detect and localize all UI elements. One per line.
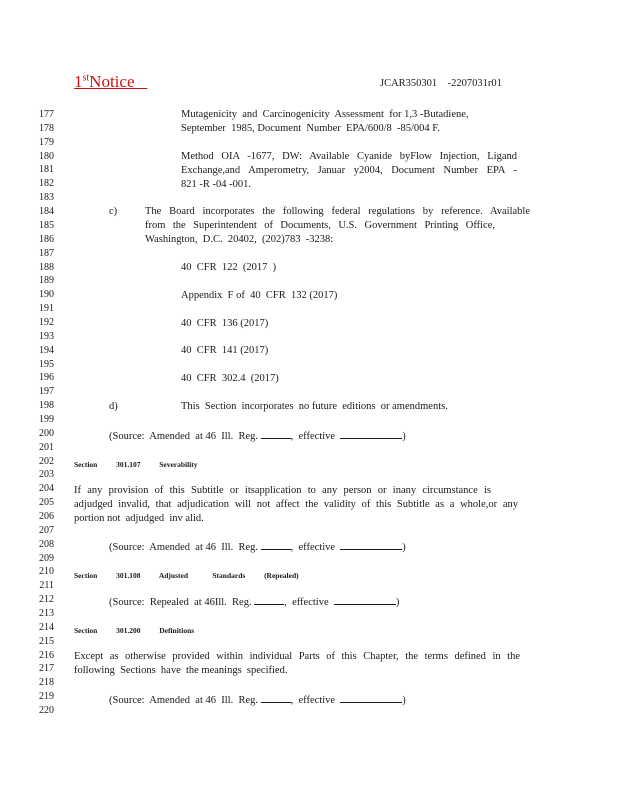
- text-line-186: Washington, D.C. 20402, (202)783 -3238:: [145, 234, 334, 245]
- line-number: 207: [39, 524, 54, 536]
- cfr-item-136: 40 CFR 136 (2017): [181, 318, 269, 329]
- line-number: 191: [39, 303, 54, 314]
- line-number: 208: [39, 538, 54, 550]
- line-number: 219: [39, 691, 54, 703]
- section-heading-301-107: Section 301.107 Severability: [74, 460, 198, 469]
- line-number: 185: [39, 219, 54, 231]
- line-number: 192: [39, 316, 54, 328]
- line-number: 216: [39, 649, 54, 661]
- cfr-item-302: 40 CFR 302.4 (2017): [181, 373, 279, 384]
- cfr-item-132: Appendix F of 40 CFR 132 (2017): [181, 290, 338, 301]
- line-number: 186: [39, 233, 54, 245]
- text-line-204: If any provision of this Subtitle or itsapplication to any person or inany circumstance is: [74, 485, 491, 496]
- line-number: 180: [39, 150, 54, 162]
- line-number: 214: [39, 621, 54, 633]
- line-number: 218: [39, 677, 54, 689]
- line-number: 194: [39, 344, 54, 356]
- line-number: 195: [39, 358, 54, 370]
- text-line-217: following Sections have the meanings specified.: [74, 665, 288, 676]
- line-number: 205: [39, 497, 54, 509]
- section-heading-301-200: Section 301.200 Definitions: [74, 626, 195, 635]
- line-number: 198: [39, 400, 54, 412]
- line-number: 212: [39, 594, 54, 606]
- line-number: 220: [39, 705, 54, 716]
- source-note-219: (Source: Amended at 46 Ill. Reg. , effective ): [109, 695, 406, 706]
- notice-heading: 1stNotice: [74, 72, 135, 91]
- text-line-198: This Section incorporates no future editions or amendments.: [181, 401, 448, 412]
- line-number: 193: [39, 330, 54, 342]
- line-number: 200: [39, 427, 54, 439]
- text-line-181: Exchange,and Amperometry, Januar y2004, Document Number EPA -: [181, 165, 517, 176]
- line-number: 210: [39, 566, 54, 578]
- line-number: 206: [39, 510, 54, 522]
- source-note-212: (Source: Repealed at 46Ill. Reg. , effective ): [109, 597, 400, 608]
- text-line-184: The Board incorporates the following federal regulations by reference. Available: [145, 206, 530, 217]
- line-number: 199: [39, 413, 54, 425]
- text-line-206: portion not adjudged inv alid.: [74, 513, 204, 524]
- text-line-180: Method OIA -1677, DW: Available Cyanide byFlow Injection, Ligand: [181, 151, 517, 162]
- line-number: 197: [39, 386, 54, 398]
- line-number: 184: [39, 206, 54, 217]
- source-note-208: (Source: Amended at 46 Ill. Reg. , effective ): [109, 542, 406, 553]
- line-number: 190: [39, 289, 54, 301]
- text-line-185: from the Superintendent of Documents, U.S. Government Printing Office,: [145, 220, 495, 231]
- line-number: 189: [39, 275, 54, 287]
- text-line-205: adjudged invalid, that adjudication will not affect the validity of this Subtitle as a whole,or any: [74, 499, 518, 510]
- line-number: 182: [39, 178, 54, 190]
- line-number: 187: [39, 247, 54, 259]
- subsection-label-d: d): [109, 401, 118, 412]
- subsection-label-c: c): [109, 206, 118, 217]
- line-number: 188: [39, 261, 54, 273]
- source-note-200: (Source: Amended at 46 Ill. Reg. , effective ): [109, 431, 406, 442]
- line-number: 183: [39, 192, 54, 204]
- text-line-177: Mutagenicity and Carcinogenicity Assessment for 1,3 -Butadiene,: [181, 109, 469, 120]
- line-number: 209: [39, 552, 54, 564]
- document-id: JCAR350301 -2207031r01: [380, 78, 502, 89]
- line-number: 204: [39, 483, 54, 495]
- text-line-178: September 1985, Document Number EPA/600/8 -85/004 F.: [181, 123, 440, 134]
- cfr-item-122: 40 CFR 122 (2017 ): [181, 262, 277, 273]
- text-line-182: 821 -R -04 -001.: [181, 179, 251, 190]
- section-heading-301-108: Section 301.108 Adjusted Standards (Repealed): [74, 571, 299, 580]
- line-number: 196: [39, 372, 54, 384]
- line-number: 215: [39, 635, 54, 647]
- line-number: 217: [39, 663, 54, 675]
- line-number: 177: [39, 109, 54, 120]
- line-number: 211: [39, 580, 54, 592]
- text-line-216: Except as otherwise provided within individual Parts of this Chapter, the terms defined in the: [74, 651, 520, 662]
- line-number: 203: [39, 469, 54, 481]
- line-number: 179: [39, 136, 54, 148]
- line-number: 202: [39, 455, 54, 467]
- line-number: 201: [39, 441, 54, 453]
- line-number: 213: [39, 608, 54, 619]
- line-number: 178: [39, 122, 54, 134]
- line-number: 181: [39, 164, 54, 176]
- cfr-item-141: 40 CFR 141 (2017): [181, 345, 269, 356]
